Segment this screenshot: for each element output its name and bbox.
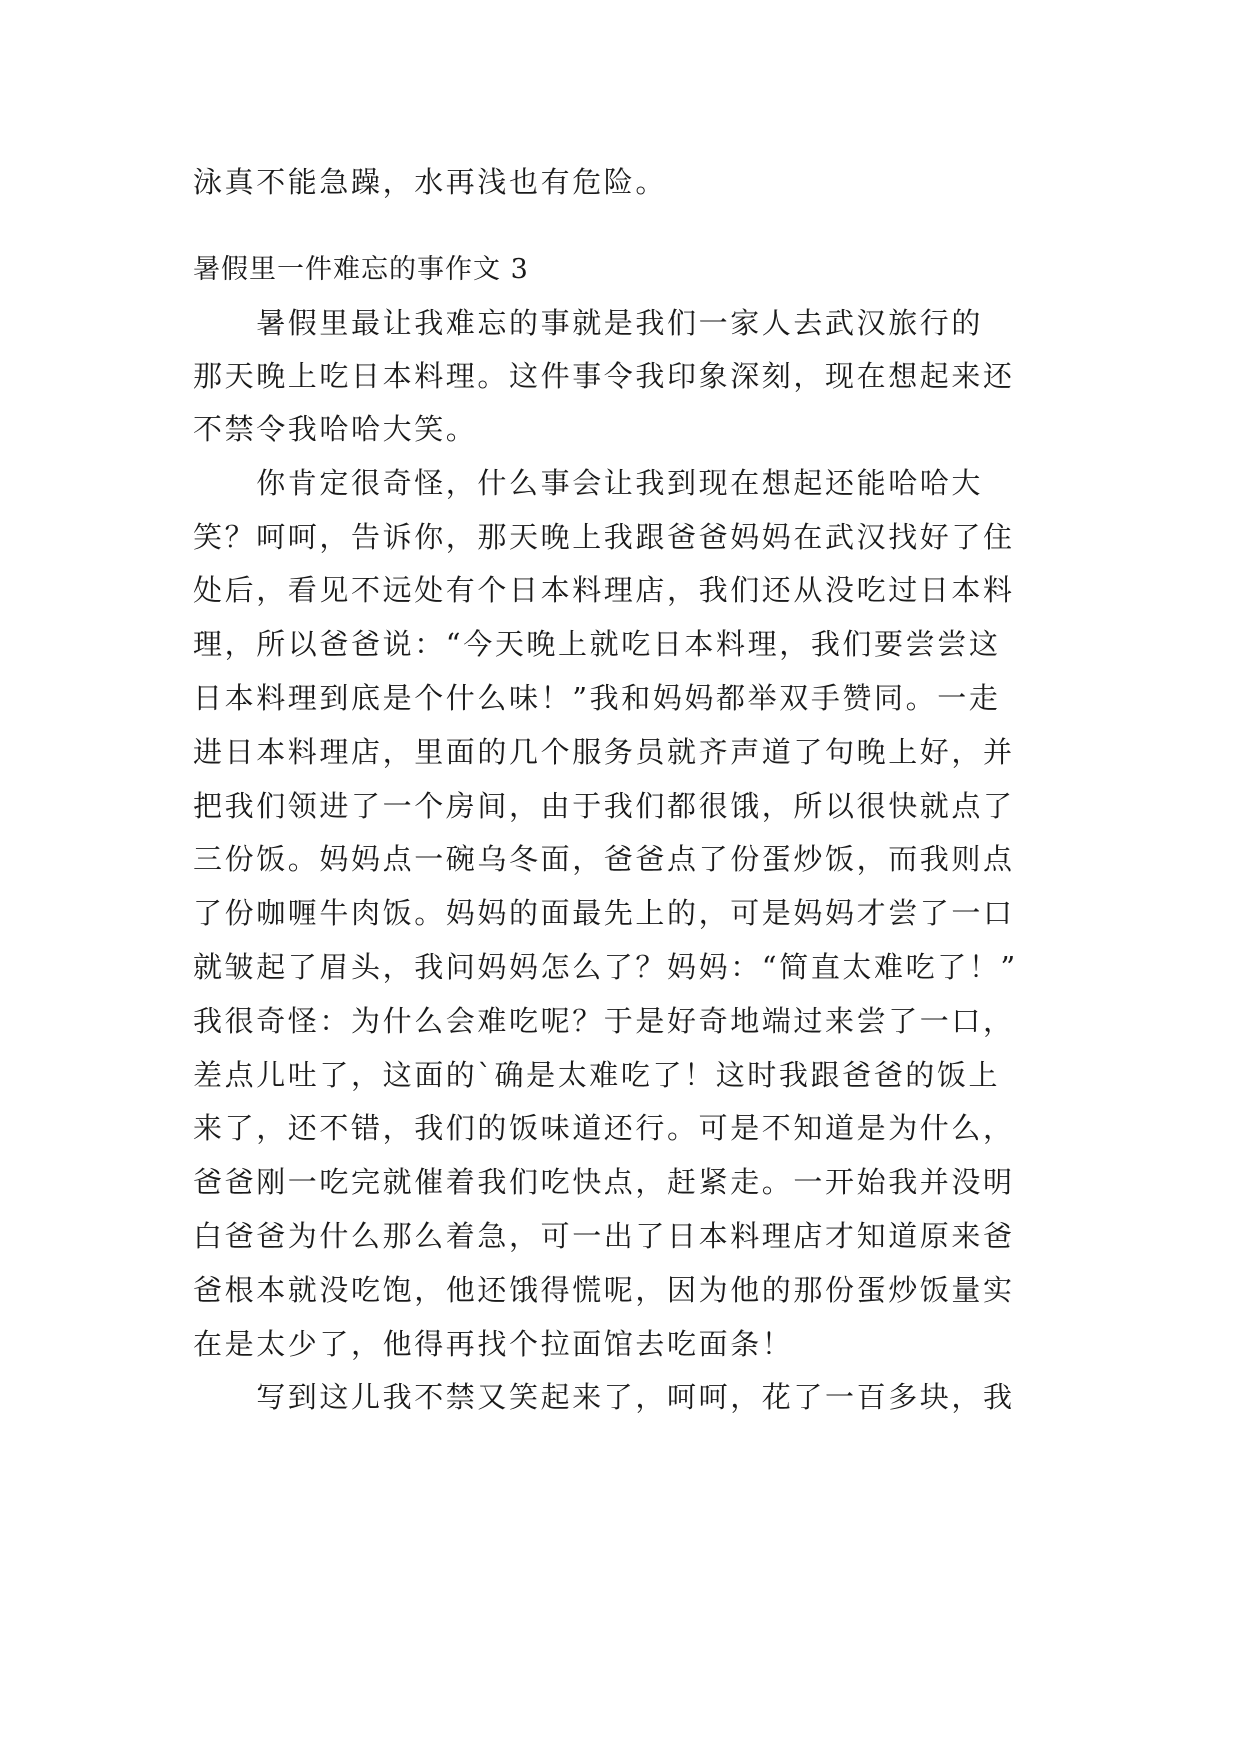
section-title: 暑假里一件难忘的事作文 3 (193, 254, 529, 285)
body-line: 白爸爸为什么那么着急，可一出了日本料理店才知道原来爸 (193, 1219, 1015, 1253)
body-line: 暑假里最让我难忘的事就是我们一家人去武汉旅行的 (193, 306, 984, 340)
body-line: 差点儿吐了，这面的`确是太难吃了！这时我跟爸爸的饭上 (193, 1058, 1001, 1092)
body-line: 了份咖喱牛肉饭。妈妈的面最先上的，可是妈妈才尝了一口 (193, 896, 1015, 930)
body-line: 我很奇怪：为什么会难吃呢？于是好奇地端过来尝了一口， (193, 1004, 1015, 1038)
body-line: 爸爸刚一吃完就催着我们吃快点，赶紧走。一开始我并没明 (193, 1165, 1015, 1199)
body-line: 来了，还不错，我们的饭味道还行。可是不知道是为什么， (193, 1111, 1015, 1145)
body-line: 处后，看见不远处有个日本料理店，我们还从没吃过日本料 (193, 573, 1015, 607)
body-line: 那天晚上吃日本料理。这件事令我印象深刻，现在想起来还 (193, 359, 1015, 393)
body-line: 在是太少了，他得再找个拉面馆去吃面条！ (193, 1327, 794, 1361)
body-line: 就皱起了眉头，我问妈妈怎么了？妈妈：“简直太难吃了！” (193, 950, 1018, 984)
body-line: 三份饭。妈妈点一碗乌冬面，爸爸点了份蛋炒饭，而我则点 (193, 842, 1015, 876)
carryover-line: 泳真不能急躁，水再浅也有危险。 (193, 165, 668, 199)
body-line: 笑？呵呵，告诉你，那天晚上我跟爸爸妈妈在武汉找好了住 (193, 520, 1015, 554)
body-line: 爸根本就没吃饱，他还饿得慌呢，因为他的那份蛋炒饭量实 (193, 1273, 1015, 1307)
body-line: 把我们领进了一个房间，由于我们都很饿，所以很快就点了 (193, 789, 1015, 823)
body-line: 写到这儿我不禁又笑起来了，呵呵，花了一百多块，我 (193, 1380, 1015, 1414)
body-line: 理，所以爸爸说：“今天晚上就吃日本料理，我们要尝尝这 (193, 627, 1001, 661)
body-line: 日本料理到底是个什么味！”我和妈妈都举双手赞同。一走 (193, 681, 1001, 715)
body-line: 进日本料理店，里面的几个服务员就齐声道了句晚上好，并 (193, 735, 1015, 769)
body-line: 你肯定很奇怪，什么事会让我到现在想起还能哈哈大 (193, 466, 984, 500)
body-line: 不禁令我哈哈大笑。 (193, 412, 478, 446)
